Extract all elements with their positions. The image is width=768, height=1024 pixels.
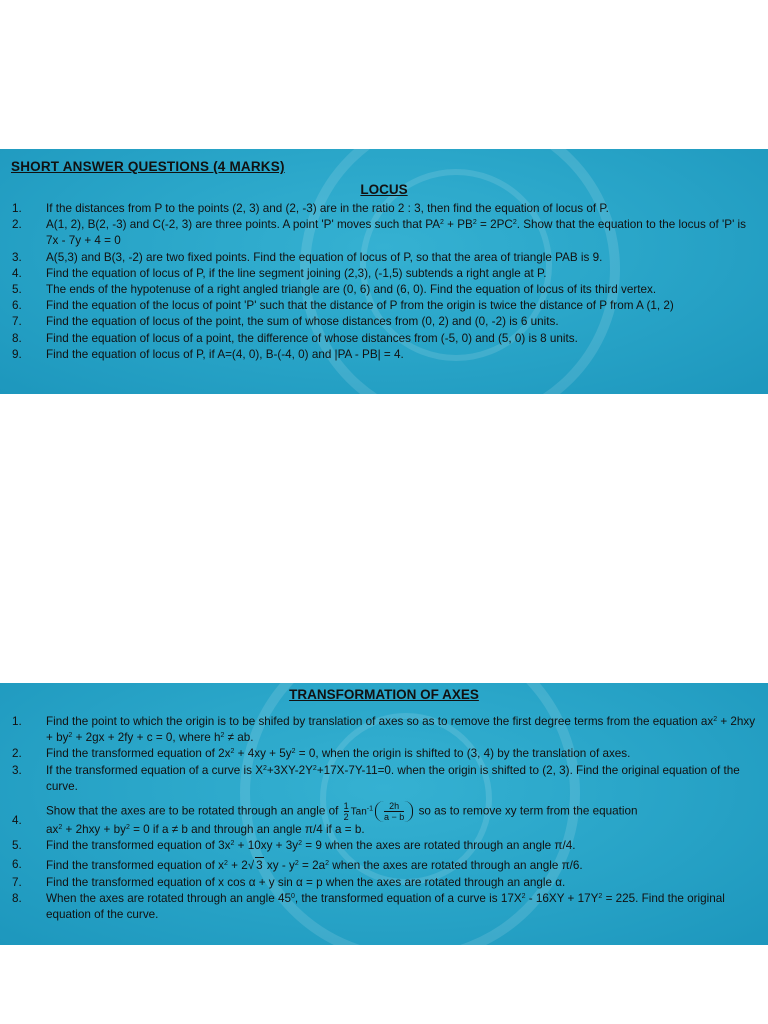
question-text: Find the equation of locus of P, if the line segment joining (2,3), (-1,5) subtends a right angle at P.	[46, 266, 547, 280]
question-text: Find the transformed equation of $2x^2 + 4xy + 5y^2 = 0$, when the origin is shifted to (3, 4) by the translation of axes.	[46, 747, 631, 761]
list-item	[0, 838, 768, 854]
question-text: If the distances from P to the points (2, 3) and (2, -3) are in the ratio 2 : 3, then find the equation of locus of P.	[46, 202, 609, 215]
locus-question-list	[0, 201, 768, 363]
list-item	[0, 282, 768, 298]
question-number: 4.	[12, 266, 22, 280]
question-number: 3.	[12, 763, 22, 777]
question-number: 2.	[12, 218, 22, 232]
question-number: 2.	[12, 747, 22, 761]
question-number: 3.	[12, 250, 22, 264]
question-number: 1.	[12, 202, 22, 215]
question-number: 8.	[12, 331, 22, 345]
question-text: Show that the axes are to be rotated through an angle of $\frac{1}{2}$ Tan$^{-1}$ $\frac{2h}{a - b}$ so as to remove xy term from the equation $ax^2 + 2hxy + by^2 = 0$ if a ≠ b and through an angle π/4 if a = b.	[46, 801, 638, 837]
one-half-fraction: $\frac{1}{2}$	[343, 801, 349, 823]
question-text: Find the transformed equation of $x^2 + 2√$ 3 xy - $y^2 = 2a^2$ when the axes are rotated through an angle π/6.	[46, 857, 758, 874]
question-text: A(5,3) and B(3, -2) are two fixed points. Find the equation of locus of P, so that the area of triangle PAB is 9.	[46, 250, 603, 264]
question-number: 6.	[12, 858, 22, 872]
question-text: Find the point to which the origin is to be shifed by translation of axes so as to remove the first degree terms from the equation $ax^2 + 2hxy + by^2 + 2gx + 2fy + c = 0$, where $h^2$ ≠ ab.	[46, 715, 756, 745]
question-text: If the transformed equation of a curve is $X^2+3XY-2Y^2+17X-7Y-11=0$. when the origin is shifted to (2, 3). Find the original equation of the curve.	[46, 763, 740, 793]
list-item	[0, 250, 768, 266]
list-item	[0, 331, 768, 347]
list-item	[0, 347, 768, 363]
question-text: Find the equation of locus of the point, the sum of whose distances from (0, 2) and (0, -2) is 6 units.	[46, 315, 559, 329]
question-text: The ends of the hypotenuse of a right angled triangle are (0, 6) and (6, 0). Find the equation of locus of its third vertex.	[46, 283, 657, 297]
question-text: Find the transformed equation of $3x^2 + 10xy + 3y^2 = 9$ when the axes are rotated through an angle π/4.	[46, 839, 576, 853]
list-item	[0, 763, 768, 795]
question-number: 1.	[12, 715, 22, 728]
parenthesised-fraction: $\frac{2h}{a - b}$	[375, 801, 413, 822]
question-text: Find the equation of locus of P, if A=(4, 0), B-(-4, 0) and |PA - PB| = 4.	[46, 347, 404, 361]
question-number: 7.	[12, 315, 22, 329]
locus-title: LOCUS	[360, 182, 408, 197]
transformation-question-list	[0, 714, 768, 923]
list-item	[0, 314, 768, 330]
list-item	[0, 298, 768, 314]
list-item	[0, 746, 768, 762]
section-heading: SHORT ANSWER QUESTIONS (4 MARKS)	[11, 159, 285, 174]
locus-slide	[0, 149, 768, 394]
list-item	[0, 714, 768, 746]
question-number: 9.	[12, 347, 22, 361]
list-item	[0, 857, 768, 874]
square-root-icon: √	[247, 859, 255, 873]
list-item	[0, 891, 768, 923]
question-text: Find the equation of locus of a point, the difference of whose distances from (-5, 0) and (5, 0) is 8 units.	[46, 331, 578, 345]
question-text: A(1, 2), B(2, -3) and C(-2, 3) are three points. A point 'P' moves such that $PA^2 + PB^2 = 2PC^2$. Show that the equation to the locus of 'P' is 7x - 7y + 4 = 0	[46, 218, 746, 248]
question-text: When the axes are rotated through an angle $45^0$, the transformed equation of a curve is $17X^2 - 16XY + 17Y^2 = 225$. Find the original equation of the curve.	[46, 891, 725, 922]
question-number: 8.	[12, 891, 22, 905]
question-text: Find the transformed equation of x cos α + y sin α = p when the axes are rotated through an angle α.	[46, 875, 566, 889]
question-text: Find the equation of the locus of point 'P' such that the distance of P from the origin is twice the distance of P from A (1, 2)	[46, 299, 674, 313]
list-item	[0, 875, 768, 891]
question-number: 5.	[12, 839, 22, 853]
question-number: 5.	[12, 283, 22, 297]
transformation-slide	[0, 683, 768, 945]
question-number: 4.	[12, 814, 22, 828]
list-item	[0, 201, 768, 217]
question-number: 7.	[12, 875, 22, 889]
list-item	[0, 217, 768, 249]
list-item	[0, 266, 768, 282]
transformation-title: TRANSFORMATION OF AXES	[289, 687, 479, 702]
question-number: 6.	[12, 299, 22, 313]
list-item	[0, 801, 768, 838]
